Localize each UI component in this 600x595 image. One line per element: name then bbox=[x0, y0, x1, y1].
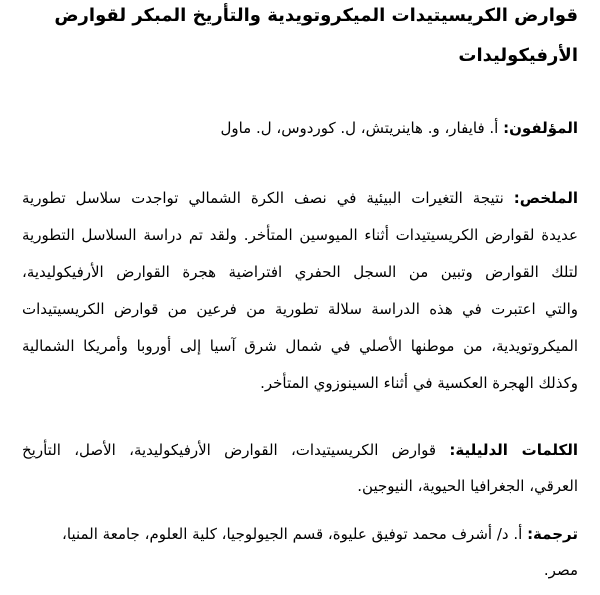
abstract-line-1 bbox=[22, 188, 578, 208]
keywords-line-2: العرقي، الجغرافيا الحيوية، النيوجين. bbox=[357, 477, 578, 495]
abstract-line-4: والتي اعتبرت في هذه الدراسة سلالة تطورية من فرعين من قوارض الكريسيتيدات bbox=[22, 300, 578, 318]
abstract-line-3: لتلك القوارض وتبين من السجل الحفري افتراضية هجرة القوارض الأرفيكوليدية، bbox=[22, 263, 578, 281]
keywords-label: الكلمات الدليلية: bbox=[449, 441, 578, 459]
abstract-text-1: نتيجة التغيرات البيئية في نصف الكرة الشمالي تواجدت سلاسل تطورية bbox=[22, 189, 504, 207]
abstract-label: الملخص: bbox=[513, 189, 578, 207]
document-title-line-2: الأرفيكوليدات bbox=[458, 45, 578, 66]
translation-line-2: مصر. bbox=[543, 561, 578, 579]
keywords-text-1: قوارض الكريسيتيدات، القوارض الأرفيكوليدية، الأصل، التأريخ bbox=[22, 441, 437, 459]
abstract-line-2: عديدة لقوارض الكريسيتيدات أثناء الميوسين المتأخر. ولقد تم دراسة السلاسل التطورية bbox=[22, 226, 578, 244]
abstract-line-6: وكذلك الهجرة العكسية في أثناء السينوزوي المتأخر. bbox=[260, 374, 578, 392]
keywords-line-1 bbox=[22, 440, 578, 460]
authors-label: المؤلفون: bbox=[503, 119, 578, 137]
authors-text: أ. فايفار، و. هاينريتش، ل. كوردوس، ل. ماول bbox=[220, 119, 499, 137]
abstract-line-5: الميكروتويدية، من موطنها الأصلي في شمال شرق آسيا إلى أوروبا وأمريكا الشمالية bbox=[22, 337, 578, 355]
authors-line bbox=[220, 118, 578, 138]
document-title-line-1: قوارض الكريسيتيدات الميكروتويدية والتأريخ المبكر لقوارض bbox=[54, 5, 578, 26]
translation-line-1 bbox=[62, 524, 578, 544]
translation-label: ترجمة: bbox=[527, 525, 578, 543]
translation-text-1: أ. د/ أشرف محمد توفيق عليوة، قسم الجيولوجيا، كلية العلوم، جامعة المنيا، bbox=[62, 525, 523, 543]
